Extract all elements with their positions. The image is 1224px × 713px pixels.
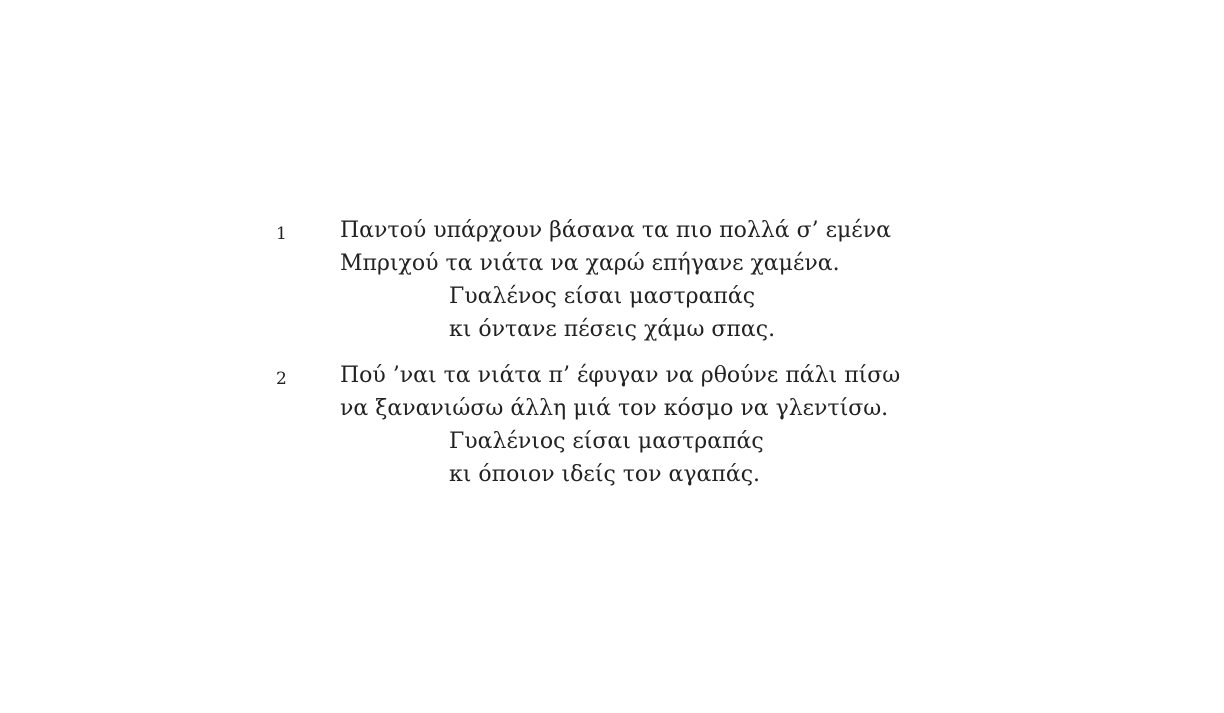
refrain-line: κι όποιον ιδείς τον αγαπάς. (449, 462, 761, 487)
refrain-line: κι όντανε πέσεις χάμω σπας. (449, 317, 776, 342)
stanza-number: 1 (276, 224, 287, 244)
verse-line: Παντού υπάρχουν βάσανα τα πιο πολλά σ’ εμένα (340, 218, 891, 243)
verse-line: να ξανανιώσω άλλη μιά τον κόσμο να γλεντίσω. (340, 396, 889, 421)
refrain-line: Γυαλένος είσαι μαστραπάς (449, 284, 756, 309)
refrain-line: Γυαλένιος είσαι μαστραπάς (449, 429, 764, 454)
stanza-number: 2 (276, 369, 287, 389)
verse-line: Πού ’ναι τα νιάτα π’ έφυγαν να ρθούνε πάλι πίσω (340, 363, 901, 388)
verse-line: Μπριχού τα νιάτα να χαρώ επήγανε χαμένα. (340, 251, 840, 276)
